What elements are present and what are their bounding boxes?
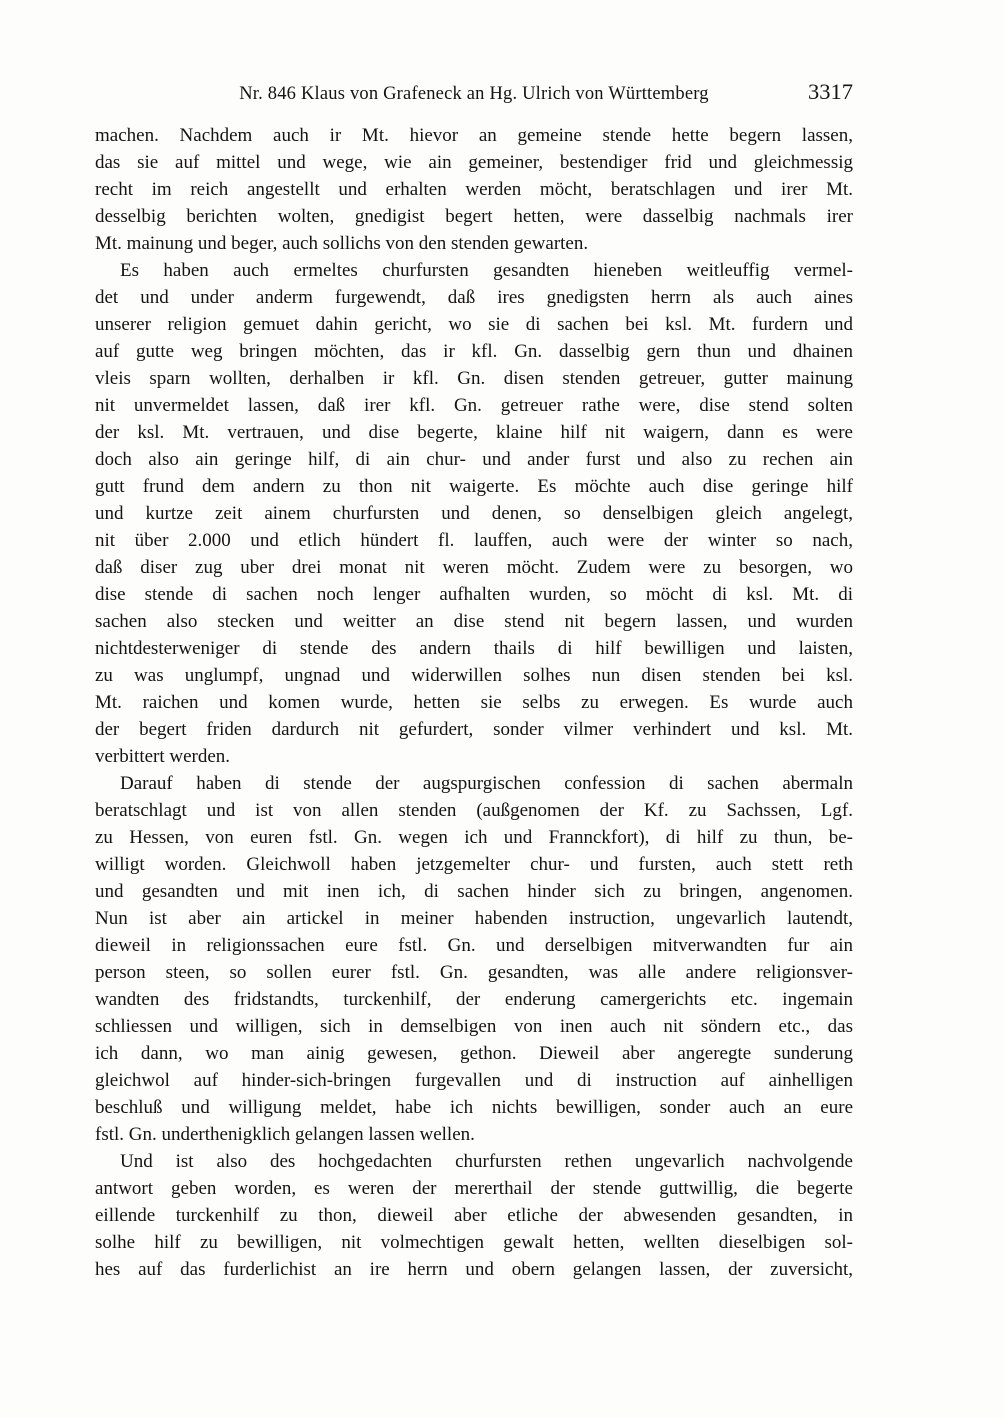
text-line: daß diser zug uber drei monat nit weren möcht. Zudem were zu besorgen, wo xyxy=(95,557,853,578)
text-column xyxy=(95,79,853,1283)
text-line: dise stende di sachen noch lenger aufhalten wurden, so möcht di ksl. Mt. di xyxy=(95,584,853,605)
text-line: sachen also stecken und weitter an dise stend nit begern lassen, und wurden xyxy=(95,611,853,632)
text-line: desselbig berichten wolten, gnedigist begert hetten, were dasselbig nachmals irer xyxy=(95,206,853,227)
text-line: hes auf das furderlichist an ire herrn und obern gelangen lassen, der zuversicht, xyxy=(95,1259,853,1280)
text-line: der ksl. Mt. vertrauen, und dise begerte, klaine hilf nit waigern, dann es were xyxy=(95,422,853,443)
text-line: beratschlagt und ist von allen stenden (außgenomen der Kf. zu Sachssen, Lgf. xyxy=(95,800,853,821)
text-line: doch also ain geringe hilf, di ain chur- und ander furst und also zu rechen ain xyxy=(95,449,853,470)
text-line: dieweil in religionssachen eure fstl. Gn. und derselbigen mitverwandten fur ain xyxy=(95,935,853,956)
text-line: der begert friden dardurch nit gefurdert, sonder vilmer verhindert und ksl. Mt. xyxy=(95,719,853,740)
text-line: schliessen und willigen, sich in demselbigen von inen auch nit söndern etc., das xyxy=(95,1016,853,1037)
text-line: antwort geben worden, es weren der mererthail der stende guttwillig, die begerte xyxy=(95,1178,853,1199)
text-line: und kurtze zeit ainem churfursten und denen, so denselbigen gleich angelegt, xyxy=(95,503,853,524)
text-line: Mt. mainung und beger, auch sollichs von den stenden gewarten. xyxy=(95,233,589,254)
text-line: eillende turckenhilf zu thon, dieweil aber etliche der abwesenden gesandten, in xyxy=(95,1205,853,1226)
text-line: Es haben auch ermeltes churfursten gesandten hieneben weitleuffig vermel- xyxy=(120,260,853,281)
text-line: fstl. Gn. underthenigklich gelangen lassen wellen. xyxy=(95,1124,475,1145)
text-line: Mt. raichen und komen wurde, hetten sie selbs zu erwegen. Es wurde auch xyxy=(95,692,853,713)
text-line: und gesandten und mit inen ich, di sachen hinder sich zu bringen, angenomen. xyxy=(95,881,853,902)
text-line: vleis sparn wollten, derhalben ir kfl. Gn. disen stenden getreuer, gutter mainung xyxy=(95,368,853,389)
text-line: person steen, so sollen eurer fstl. Gn. gesandten, was alle andere religionsver- xyxy=(95,962,853,983)
text-line: auf gutte weg bringen möchten, das ir kfl. Gn. dasselbig gern thun und dhainen xyxy=(95,341,853,362)
text-line: Und ist also des hochgedachten churfursten rethen ungevarlich nachvolgende xyxy=(120,1151,853,1172)
text-line: nit über 2.000 und etlich hündert fl. lauffen, auch were der winter so nach, xyxy=(95,530,853,551)
text-line: machen. Nachdem auch ir Mt. hievor an gemeine stende hette begern lassen, xyxy=(95,125,853,146)
text-line: Nun ist aber ain artickel in meiner habenden instruction, ungevarlich lautendt, xyxy=(95,908,853,929)
text-line: wandten des fridstandts, turckenhilf, der enderung camergerichts etc. ingemain xyxy=(95,989,853,1010)
text-line: recht im reich angestellt und erhalten werden möcht, beratschlagen und irer Mt. xyxy=(95,179,853,200)
text-line: willigt worden. Gleichwoll haben jetzgemelter chur- und fursten, auch stett reth xyxy=(95,854,853,875)
text-line: zu Hessen, von euren fstl. Gn. wegen ich und Frannckfort), di hilf zu thun, be- xyxy=(95,827,853,848)
text-line: nit unvermeldet lassen, daß irer kfl. Gn. getreuer rathe were, dise stend solten xyxy=(95,395,853,416)
text-line: solhe hilf zu bewilligen, nit volmechtigen gewalt hetten, wellten dieselbigen sol- xyxy=(95,1232,853,1253)
text-line: unserer religion gemuet dahin gericht, wo sie di sachen bei ksl. Mt. furdern und xyxy=(95,314,853,335)
text-line: ich dann, wo man ainig gewesen, gethon. Dieweil aber angeregte sunderung xyxy=(95,1043,853,1064)
text-line: gleichwol auf hinder-sich-bringen furgevallen und di instruction auf ainhelligen xyxy=(95,1070,853,1091)
text-body xyxy=(95,122,853,1283)
text-line: beschluß und willigung meldet, habe ich nichts bewilligen, sonder auch an eure xyxy=(95,1097,853,1118)
text-line: zu was unglumpf, ungnad und widerwillen solhes nun disen stenden bei ksl. xyxy=(95,665,853,686)
text-line: verbittert werden. xyxy=(95,746,231,767)
text-line: gutt frund dem andern zu thon nit waigerte. Es möchte auch dise geringe hilf xyxy=(95,476,853,497)
text-line: det und under anderm furgewendt, daß ires gnedigsten herrn als auch aines xyxy=(95,287,853,308)
running-header xyxy=(95,79,853,106)
text-line: Darauf haben di stende der augspurgischen confession di sachen abermaln xyxy=(120,773,853,794)
text-line: das sie auf mittel und wege, wie ain gemeiner, bestendiger frid und gleichmessig xyxy=(95,152,853,173)
page-number: 3317 xyxy=(808,79,853,104)
text-line: nichtdesterweniger di stende des andern thails di hilf bewilligen und laisten, xyxy=(95,638,853,659)
running-title: Nr. 846 Klaus von Grafeneck an Hg. Ulrich von Württemberg xyxy=(239,84,709,104)
